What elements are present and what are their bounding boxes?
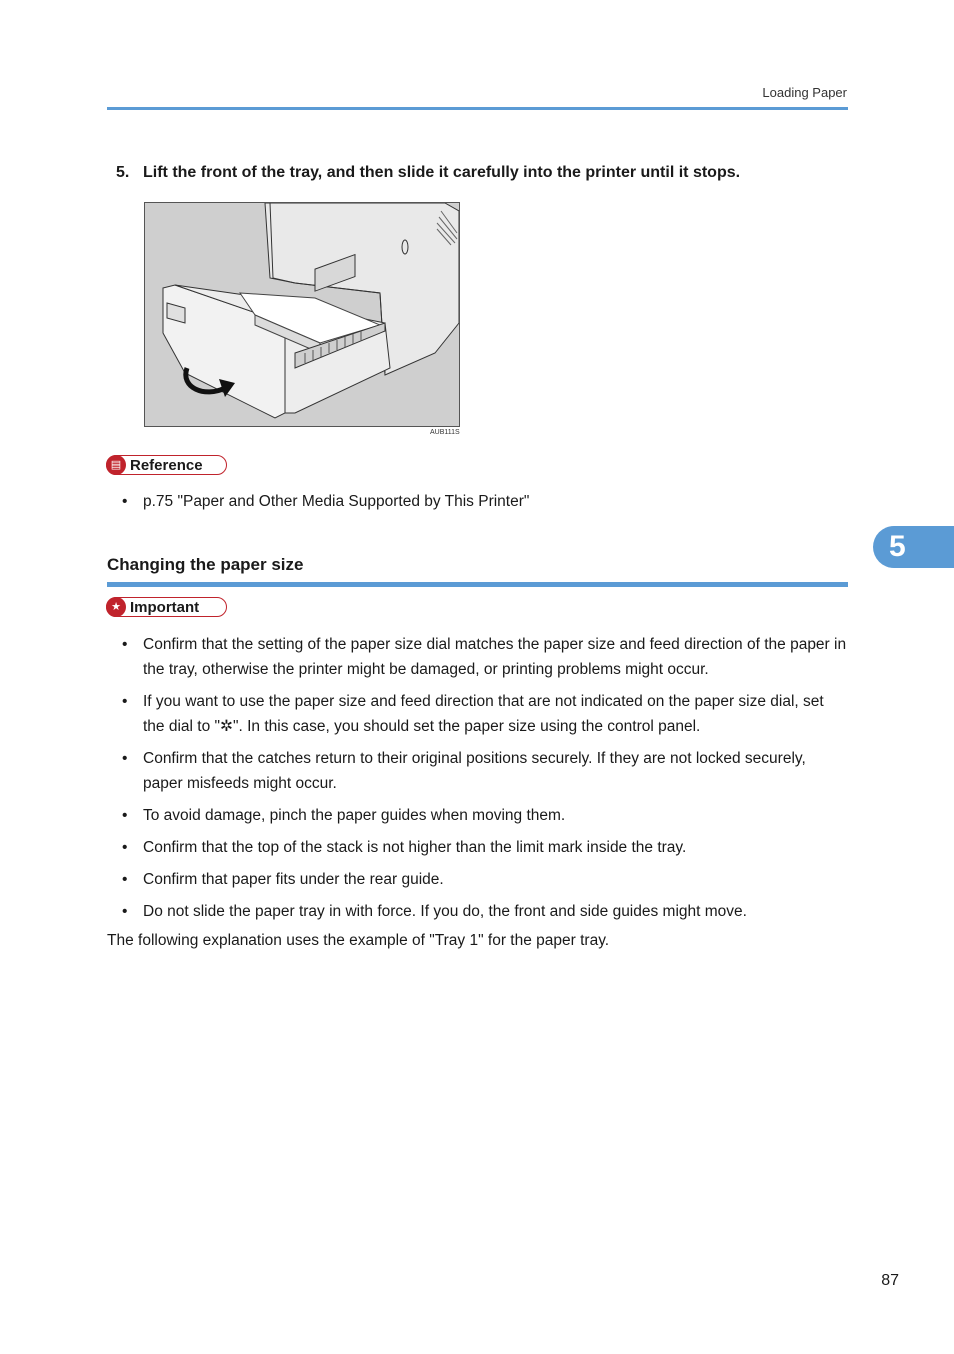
- star-icon: ★: [106, 597, 126, 617]
- step-5: [116, 164, 856, 182]
- chapter-tab: 5: [873, 526, 954, 568]
- important-item: • Confirm that the setting of the paper size dial matches the paper size and feed direction of the paper in the tray, otherwise the printer might be damaged, or printing problems might occur.: [107, 632, 849, 682]
- closing-paragraph: The following explanation uses the example of "Tray 1" for the paper tray.: [107, 932, 610, 949]
- reference-label-text: Reference: [130, 456, 203, 474]
- printer-tray-illustration: [144, 202, 460, 427]
- important-item: • To avoid damage, pinch the paper guides when moving them.: [107, 803, 849, 828]
- reference-book-icon: ▤: [106, 455, 126, 475]
- important-label-text: Important: [130, 598, 200, 616]
- running-header: Loading Paper: [762, 85, 847, 100]
- reference-item: • p.75 "Paper and Other Media Supported by This Printer": [107, 489, 849, 514]
- important-item: • Confirm that paper fits under the rear guide.: [107, 867, 849, 892]
- header-rule: [107, 107, 848, 110]
- step-number: 5.: [116, 164, 130, 181]
- important-item: • Confirm that the top of the stack is not higher than the limit mark inside the tray.: [107, 835, 849, 860]
- reference-label: [106, 455, 227, 475]
- page-number: 87: [881, 1272, 899, 1289]
- figure-code: AUB111S: [430, 429, 460, 436]
- section-title: Changing the paper size: [107, 555, 304, 574]
- important-label: [106, 597, 227, 617]
- important-item: • Do not slide the paper tray in with force. If you do, the front and side guides might move.: [107, 899, 849, 924]
- important-item: • If you want to use the paper size and feed direction that are not indicated on the paper size dial, set the dial to "✲". In this case, you should set the paper size using the control panel.: [107, 689, 849, 739]
- important-list: [107, 632, 849, 931]
- important-item: • Confirm that the catches return to their original positions securely. If they are not locked securely, paper misfeeds might occur.: [107, 746, 849, 796]
- step-text: Lift the front of the tray, and then slide it carefully into the printer until it stops.: [143, 164, 741, 181]
- reference-list: [107, 489, 849, 521]
- section-rule: [107, 582, 848, 587]
- printer-tray-drawing: [145, 203, 459, 426]
